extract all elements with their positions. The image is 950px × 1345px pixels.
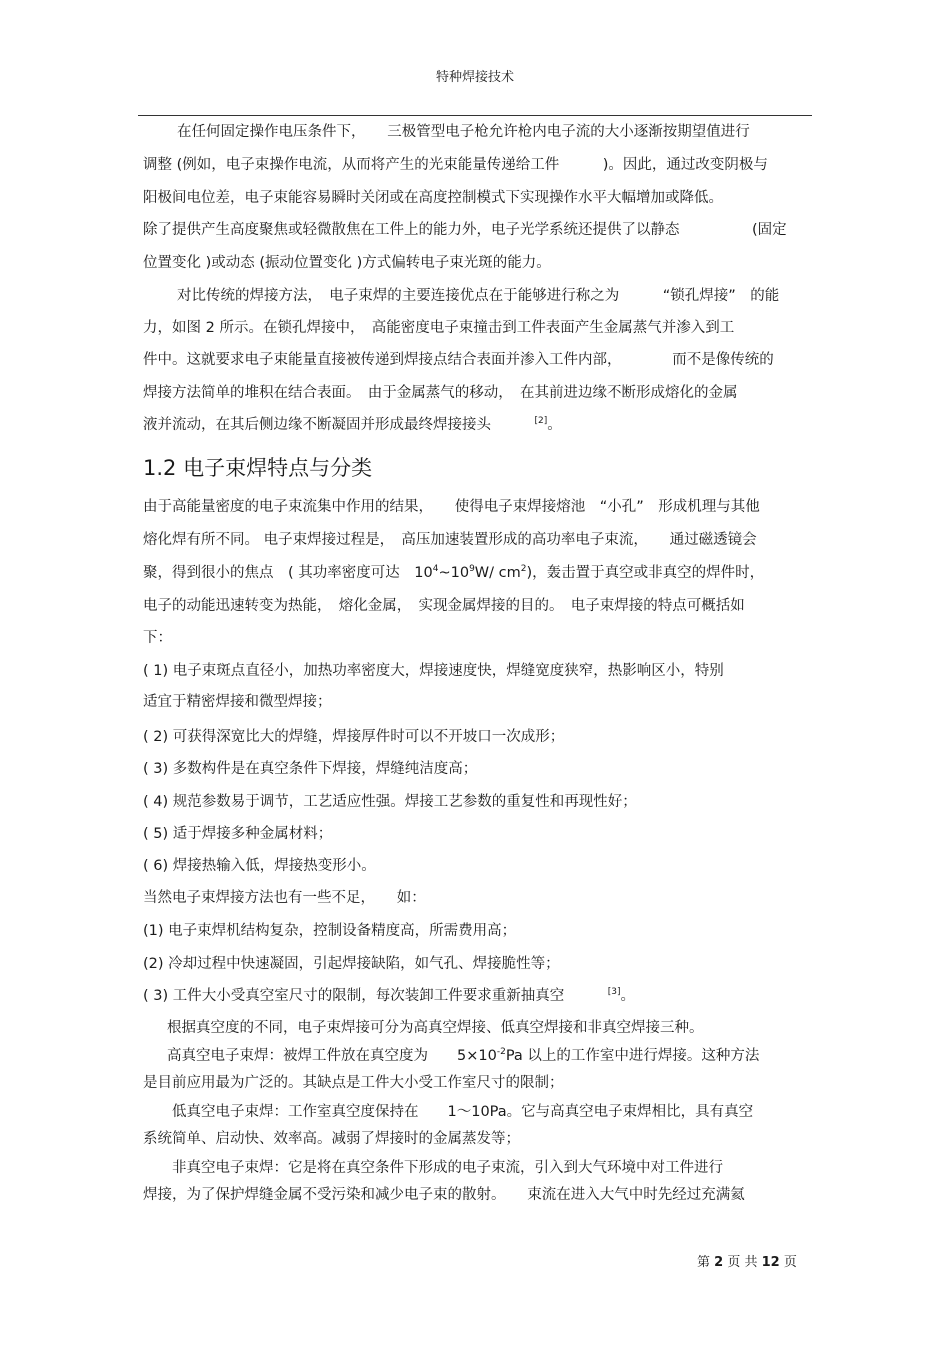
text-line: 由于高能量密度的电子束流集中作用的结果， 使得电子束焊接熔池 “小孔” 形成机理与其他 (143, 499, 760, 515)
section-heading: 1.2 电子束焊特点与分类 (143, 456, 373, 480)
text-line: 阳极间电位差，电子束能容易瞬时关闭或在高度控制模式下实现操作水平大幅增加或降低。 (143, 190, 723, 206)
text-line: 当然电子束焊接方法也有一些不足， 如： (143, 890, 426, 906)
header-rule (138, 115, 812, 116)
list-item: ( 3) 多数构件是在真空条件下焊接，焊缝纯洁度高； (143, 761, 478, 777)
text-line: 液并流动，在其后侧边缘不断凝固并形成最终焊接接头 [2]。 (143, 416, 562, 433)
text-line: 电子的动能迅速转变为热能， 熔化金属， 实现金属焊接的目的。 电子束焊接的特点可概括如 (143, 598, 745, 614)
list-item: ( 5) 适于焊接多种金属材料； (143, 826, 333, 842)
list-item: (2) 冷却过程中快速凝固，引起焊接缺陷，如气孔、焊接脆性等； (143, 956, 560, 972)
text-line: 除了提供产生高度聚焦或轻微散焦在工件上的能力外，电子光学系统还提供了以静态 (固定 (143, 222, 787, 238)
text-line: 调整 (例如，电子束操作电流，从而将产生的光束能量传递给工件 )。因此，通过改变阴极与 (143, 157, 768, 173)
text-line: 系统简单、启动快、效率高。减弱了焊接时的金属蒸发等； (143, 1131, 520, 1147)
page-header-title: 特种焊接技术 (435, 70, 514, 85)
text-line: 在任何固定操作电压条件下， 三极管型电子枪允许枪内电子流的大小逐渐按期望值进行 (177, 124, 750, 140)
text-line: 非真空电子束焊：它是将在真空条件下形成的电子束流，引入到大气环境中对工件进行 (172, 1160, 723, 1176)
list-item: ( 3) 工件大小受真空室尺寸的限制，每次装卸工件要求重新抽真空 [3]。 (143, 987, 636, 1004)
text-line: 低真空电子束焊：工作室真空度保持在 1～10Pa。它与高真空电子束焊相比，具有真空 (172, 1104, 754, 1120)
citation-ref: [3] (607, 987, 621, 997)
text-line: 下： (143, 630, 172, 646)
list-item: 适宜于精密焊接和微型焊接； (143, 694, 332, 710)
citation-ref: [2] (534, 416, 548, 426)
list-item: ( 1) 电子束斑点直径小，加热功率密度大，焊接速度快，焊缝宽度狭窄，热影响区小，特别 (143, 663, 724, 679)
text-line: 根据真空度的不同，电子束焊接可分为高真空焊接、低真空焊接和非真空焊接三种。 (167, 1020, 704, 1036)
text-line: 聚，得到很小的焦点 ( 其功率密度可达 $10^4\sim 10^9W/$ $cm^2$)，轰击置于真空或非真空的焊件时， (143, 564, 765, 581)
text-line: 对比传统的焊接方法， 电子束焊的主要连接优点在于能够进行称之为 “锁孔焊接” 的能 (177, 288, 780, 304)
page-number-footer: 第 2 页 共 12 页 (697, 1255, 797, 1270)
list-item: (1) 电子束焊机结构复杂，控制设备精度高，所需费用高； (143, 923, 517, 939)
text-line: 焊接方法简单的堆积在结合表面。 由于金属蒸气的移动， 在其前进边缘不断形成熔化的金属 (143, 385, 738, 401)
list-item: ( 6) 焊接热输入低，焊接热变形小。 (143, 858, 376, 874)
text-line: 位置变化 )或动态 (振动位置变化 )方式偏转电子束光斑的能力。 (143, 255, 551, 271)
text-line: 熔化焊有所不同。 电子束焊接过程是， 高压加速装置形成的高功率电子束流， 通过磁透镜会 (143, 532, 757, 548)
list-item: ( 4) 规范参数易于调节，工艺适应性强。焊接工艺参数的重复性和再现性好； (143, 794, 637, 810)
total-pages: 12 (761, 1255, 780, 1270)
text-line: 件中。这就要求电子束能量直接被传递到焊接点结合表面并渗入工件内部， 而不是像传统的 (143, 352, 774, 368)
current-page: 2 (714, 1255, 724, 1270)
list-item: ( 2) 可获得深宽比大的焊缝，焊接厚件时可以不开坡口一次成形； (143, 729, 565, 745)
text-line: 焊接，为了保护焊缝金属不受污染和减少电子束的散射。 束流在进入大气中时先经过充满氦 (143, 1187, 745, 1203)
text-line: 高真空电子束焊：被焊工件放在真空度为 $5\times 10^{-2}Pa$ 以上的工作室中进行焊接。这种方法 (167, 1047, 760, 1064)
text-line: 是目前应用最为广泛的。其缺点是工件大小受工作室尺寸的限制； (143, 1075, 564, 1091)
text-line: 力，如图 2 所示。在锁孔焊接中， 高能密度电子束撞击到工件表面产生金属蒸气并渗入到工 (143, 320, 735, 336)
